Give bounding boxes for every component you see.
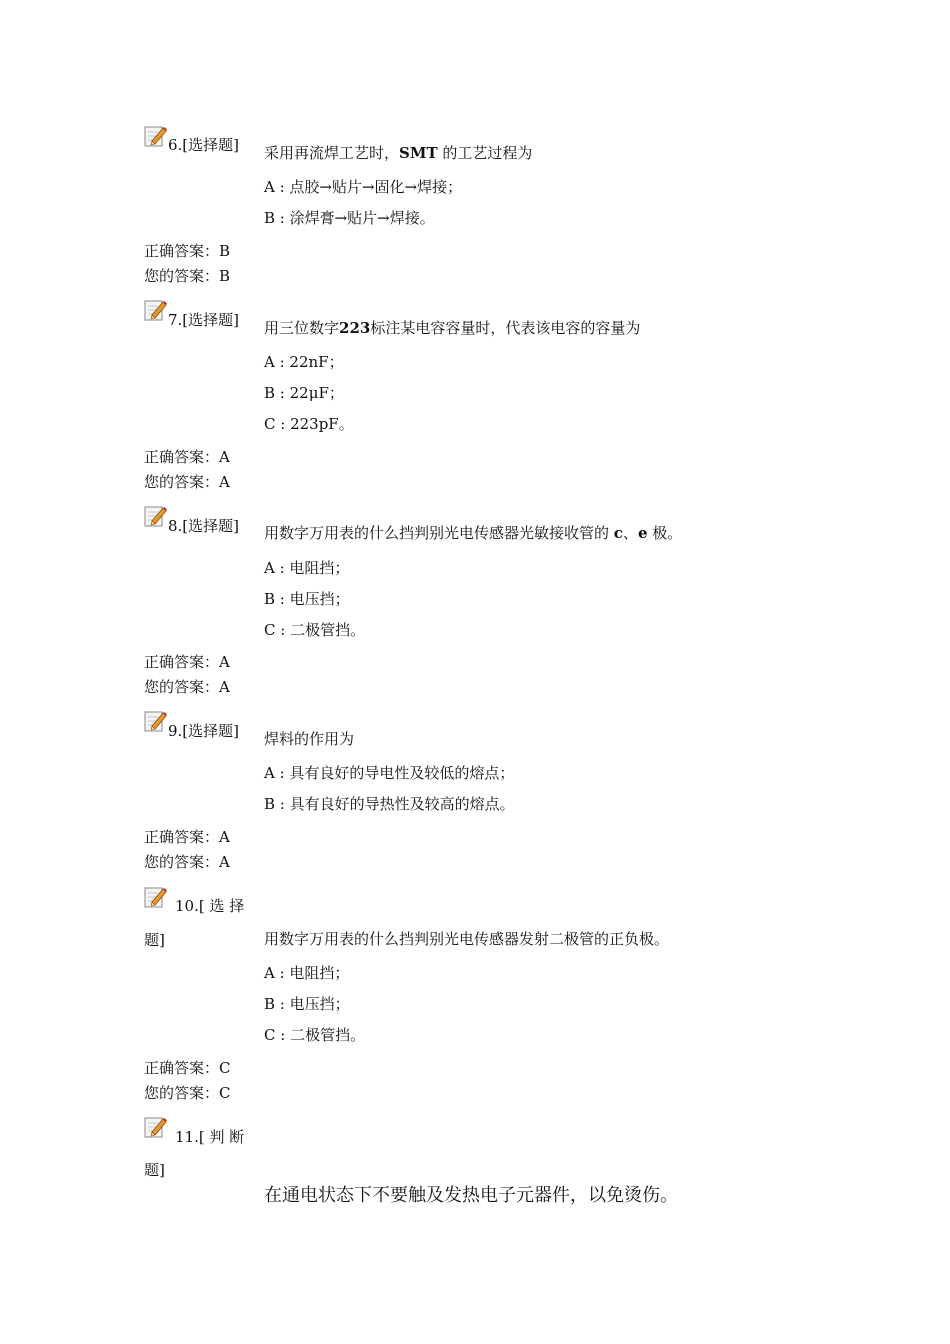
question-number: 7.[选择题] (168, 311, 240, 329)
question-number: 10.[ 选 择 (175, 897, 245, 915)
correct-answer: 正确答案：A (144, 448, 230, 466)
option-b: B : 电压挡； (264, 995, 350, 1013)
correct-answer: 正确答案：C (144, 1059, 231, 1077)
option-b: B : 涂焊膏→贴片→焊接。 (264, 209, 435, 227)
correct-answer: 正确答案：B (144, 242, 231, 260)
edit-note-icon (144, 298, 168, 322)
question-text: 用三位数字223标注某电容容量时，代表该电容的容量为 (264, 319, 641, 337)
option-b: B : 具有良好的导热性及较高的熔点。 (264, 795, 515, 813)
question-number: 11.[ 判 断 (175, 1128, 245, 1146)
your-answer: 您的答案：C (144, 1084, 231, 1102)
edit-note-icon (144, 504, 168, 528)
option-b: B : 电压挡； (264, 590, 350, 608)
edit-note-icon (144, 709, 168, 733)
your-answer: 您的答案：A (144, 678, 230, 696)
question-text: 采用再流焊工艺时，SMT 的工艺过程为 (264, 144, 533, 162)
question-text: 用数字万用表的什么挡判别光电传感器发射二极管的正负极。 (264, 930, 670, 948)
question-text: 焊料的作用为 (264, 730, 355, 748)
option-c: C : 二极管挡。 (264, 621, 366, 639)
edit-note-icon (144, 885, 168, 909)
option-a: A : 点胶→贴片→固化→焊接； (264, 178, 463, 196)
question-number: 6.[选择题] (168, 136, 240, 154)
option-a: A : 电阻挡； (264, 964, 350, 982)
question-text: 在通电状态下不要触及发热电子元器件，以免烫伤。 (264, 1185, 678, 1206)
question-text: 用数字万用表的什么挡判别光电传感器光敏接收管的 c、e 极。 (264, 524, 683, 542)
correct-answer: 正确答案：A (144, 828, 230, 846)
option-a: A : 电阻挡； (264, 559, 350, 577)
edit-note-icon (144, 124, 168, 148)
your-answer: 您的答案：B (144, 267, 231, 285)
edit-note-icon (144, 1115, 168, 1139)
your-answer: 您的答案：A (144, 853, 230, 871)
correct-answer: 正确答案：A (144, 653, 230, 671)
option-c: C : 二极管挡。 (264, 1026, 366, 1044)
question-number: 9.[选择题] (168, 722, 240, 740)
option-a: A : 具有良好的导电性及较低的熔点； (264, 764, 515, 782)
option-a: A : 22nF； (264, 353, 344, 371)
question-number-cont: 题] (144, 1161, 165, 1179)
option-c: C : 223pF。 (264, 415, 354, 433)
option-b: B : 22μF； (264, 384, 344, 402)
question-number-cont: 题] (144, 931, 165, 949)
your-answer: 您的答案：A (144, 473, 230, 491)
question-number: 8.[选择题] (168, 517, 240, 535)
